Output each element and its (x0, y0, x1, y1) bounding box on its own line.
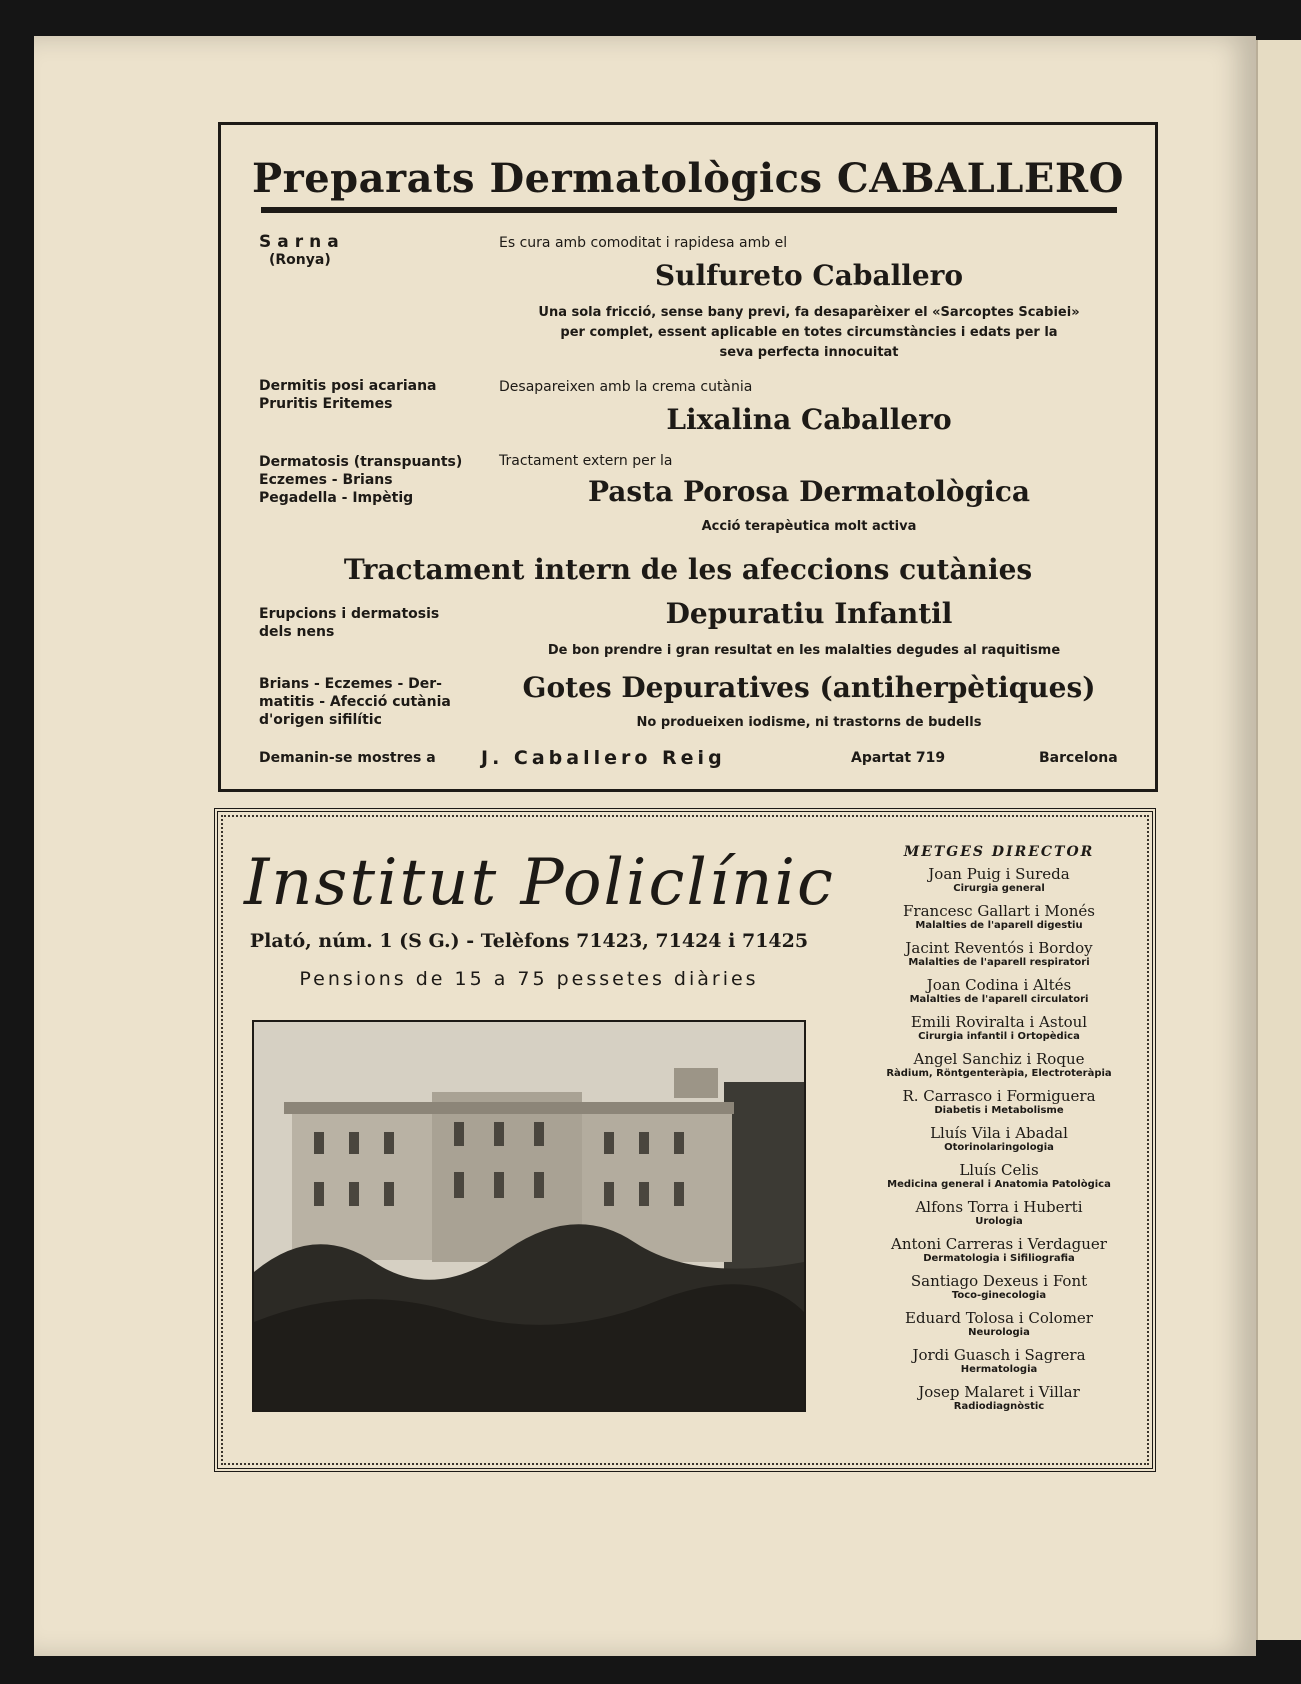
directors-list (870, 844, 1128, 1421)
product-intro: Es cura amb comoditat i rapidesa amb el (499, 235, 788, 251)
product-lixalina: Lixalina Caballero (666, 403, 952, 436)
director-specialty: Hermatologia (960, 1364, 1038, 1375)
condition-line: d'origen sifilític (259, 712, 382, 728)
director-name: Alfons Torra i Huberti (915, 1198, 1083, 1216)
director-specialty: Otorinolaringologia (944, 1142, 1054, 1153)
product-description (499, 303, 1119, 363)
next-page-edge (1256, 40, 1301, 1640)
director-name: Joan Codina i Altés (926, 976, 1072, 994)
product-intro: Desapareixen amb la crema cutània (499, 379, 753, 395)
condition-line: Erupcions i dermatosis (259, 606, 440, 622)
footer-company: J. Caballero Reig (481, 747, 726, 769)
footer-ask: Demanin-se mostres a (259, 750, 436, 766)
director-specialty: Malalties de l'aparell circulatori (909, 994, 1089, 1005)
product-depuratiu-infantil: Depuratiu Infantil (665, 597, 953, 630)
title-rule (261, 207, 1117, 213)
director-name: Joan Puig i Sureda (928, 865, 1070, 883)
condition-line: Dermitis posi acariana (259, 378, 437, 394)
condition-label (259, 233, 345, 269)
condition-sarna: Sarna (259, 232, 345, 252)
condition-label (259, 605, 439, 641)
description-line: seva perfecta innocuitat (719, 345, 899, 360)
director-name: Santiago Dexeus i Font (910, 1272, 1088, 1290)
condition-ronya: (Ronya) (269, 252, 331, 268)
condition-label (259, 377, 437, 413)
footer-city: Barcelona (1039, 750, 1118, 766)
product-sulfureto: Sulfureto Caballero (654, 259, 964, 292)
institute-address: Plató, núm. 1 (S G.) - Telèfons 71423, 71424 i 71425 (249, 930, 809, 952)
condition-line: Pegadella - Impètig (259, 490, 414, 506)
institute-title: Institut Policlínic (244, 846, 835, 920)
condition-label (259, 453, 462, 507)
pension-prices: Pensions de 15 a 75 pessetes diàries (299, 968, 759, 990)
description-line: per complet, essent aplicable en totes circumstàncies i edats per la (560, 325, 1058, 340)
director-name: Lluís Vila i Abadal (930, 1124, 1068, 1142)
director-name: R. Carrasco i Formiguera (902, 1087, 1096, 1105)
director-specialty: Dermatologia i Sifiliografia (923, 1253, 1075, 1264)
director-specialty: Cirurgia general (953, 883, 1045, 894)
director-specialty: Cirurgia infantil i Ortopèdica (918, 1031, 1080, 1042)
director-specialty: Radiodiagnòstic (953, 1401, 1045, 1412)
description-line: Una sola fricció, sense bany previ, fa desaparèixer el «Sarcoptes Scabiei» (538, 305, 1080, 320)
condition-line: Eczemes - Brians (259, 472, 393, 488)
condition-line: Dermatosis (transpuants) (259, 454, 463, 470)
director-specialty: Medicina general i Anatomia Patològica (887, 1179, 1111, 1190)
director-name: Eduard Tolosa i Colomer (905, 1309, 1093, 1327)
product-note: Acció terapèutica molt activa (701, 519, 917, 534)
building-photo-drawing (254, 1022, 804, 1410)
director-name: Antoni Carreras i Verdaguer (891, 1235, 1107, 1253)
ad-title: Preparats Dermatològics CABALLERO (252, 155, 1124, 202)
director-name: Josep Malaret i Villar (918, 1383, 1080, 1401)
director-specialty: Toco-ginecologia (951, 1290, 1047, 1301)
director-name: Jacint Reventós i Bordoy (905, 939, 1093, 957)
director-name: Francesc Gallart i Monés (903, 902, 1095, 920)
internal-treatment-heading: Tractament intern de les afeccions cutànies (343, 553, 1033, 586)
director-specialty: Malalties de l'aparell respiratori (908, 957, 1090, 968)
director-name: Emili Roviralta i Astoul (910, 1013, 1088, 1031)
condition-line: matitis - Afecció cutània (259, 694, 451, 710)
director-specialty: Diabetis i Metabolisme (934, 1105, 1064, 1116)
product-note: No produeixen iodisme, ni trastorns de budells (636, 715, 982, 730)
director-specialty: Malalties de l'aparell digestiu (915, 920, 1083, 931)
building-photograph (252, 1020, 806, 1412)
condition-line: dels nens (259, 624, 335, 640)
director-name: Jordi Guasch i Sagrera (912, 1346, 1086, 1364)
director-specialty: Neurologia (968, 1327, 1030, 1338)
condition-line: Pruritis Eritemes (259, 396, 393, 412)
condition-line: Brians - Eczemes - Der- (259, 676, 442, 692)
product-intro: Tractament extern per la (499, 453, 673, 469)
product-pasta-porosa: Pasta Porosa Dermatològica (587, 475, 1031, 508)
condition-label (259, 675, 451, 729)
product-note: De bon prendre i gran resultat en les malalties degudes al raquitisme (547, 643, 1061, 658)
product-gotes-depuratives: Gotes Depuratives (antiherpètiques) (522, 671, 1096, 704)
policlinic-advertisement (214, 808, 1152, 1468)
caballero-advertisement (218, 122, 1158, 792)
director-specialty: Urologia (975, 1216, 1023, 1227)
director-name: Angel Sanchiz i Roque (913, 1050, 1085, 1068)
director-specialty: Ràdium, Röntgenteràpia, Electroteràpia (886, 1068, 1112, 1079)
footer-box: Apartat 719 (851, 750, 946, 766)
director-name: Lluís Celis (959, 1161, 1039, 1179)
directors-heading: METGES DIRECTOR (903, 844, 1095, 860)
